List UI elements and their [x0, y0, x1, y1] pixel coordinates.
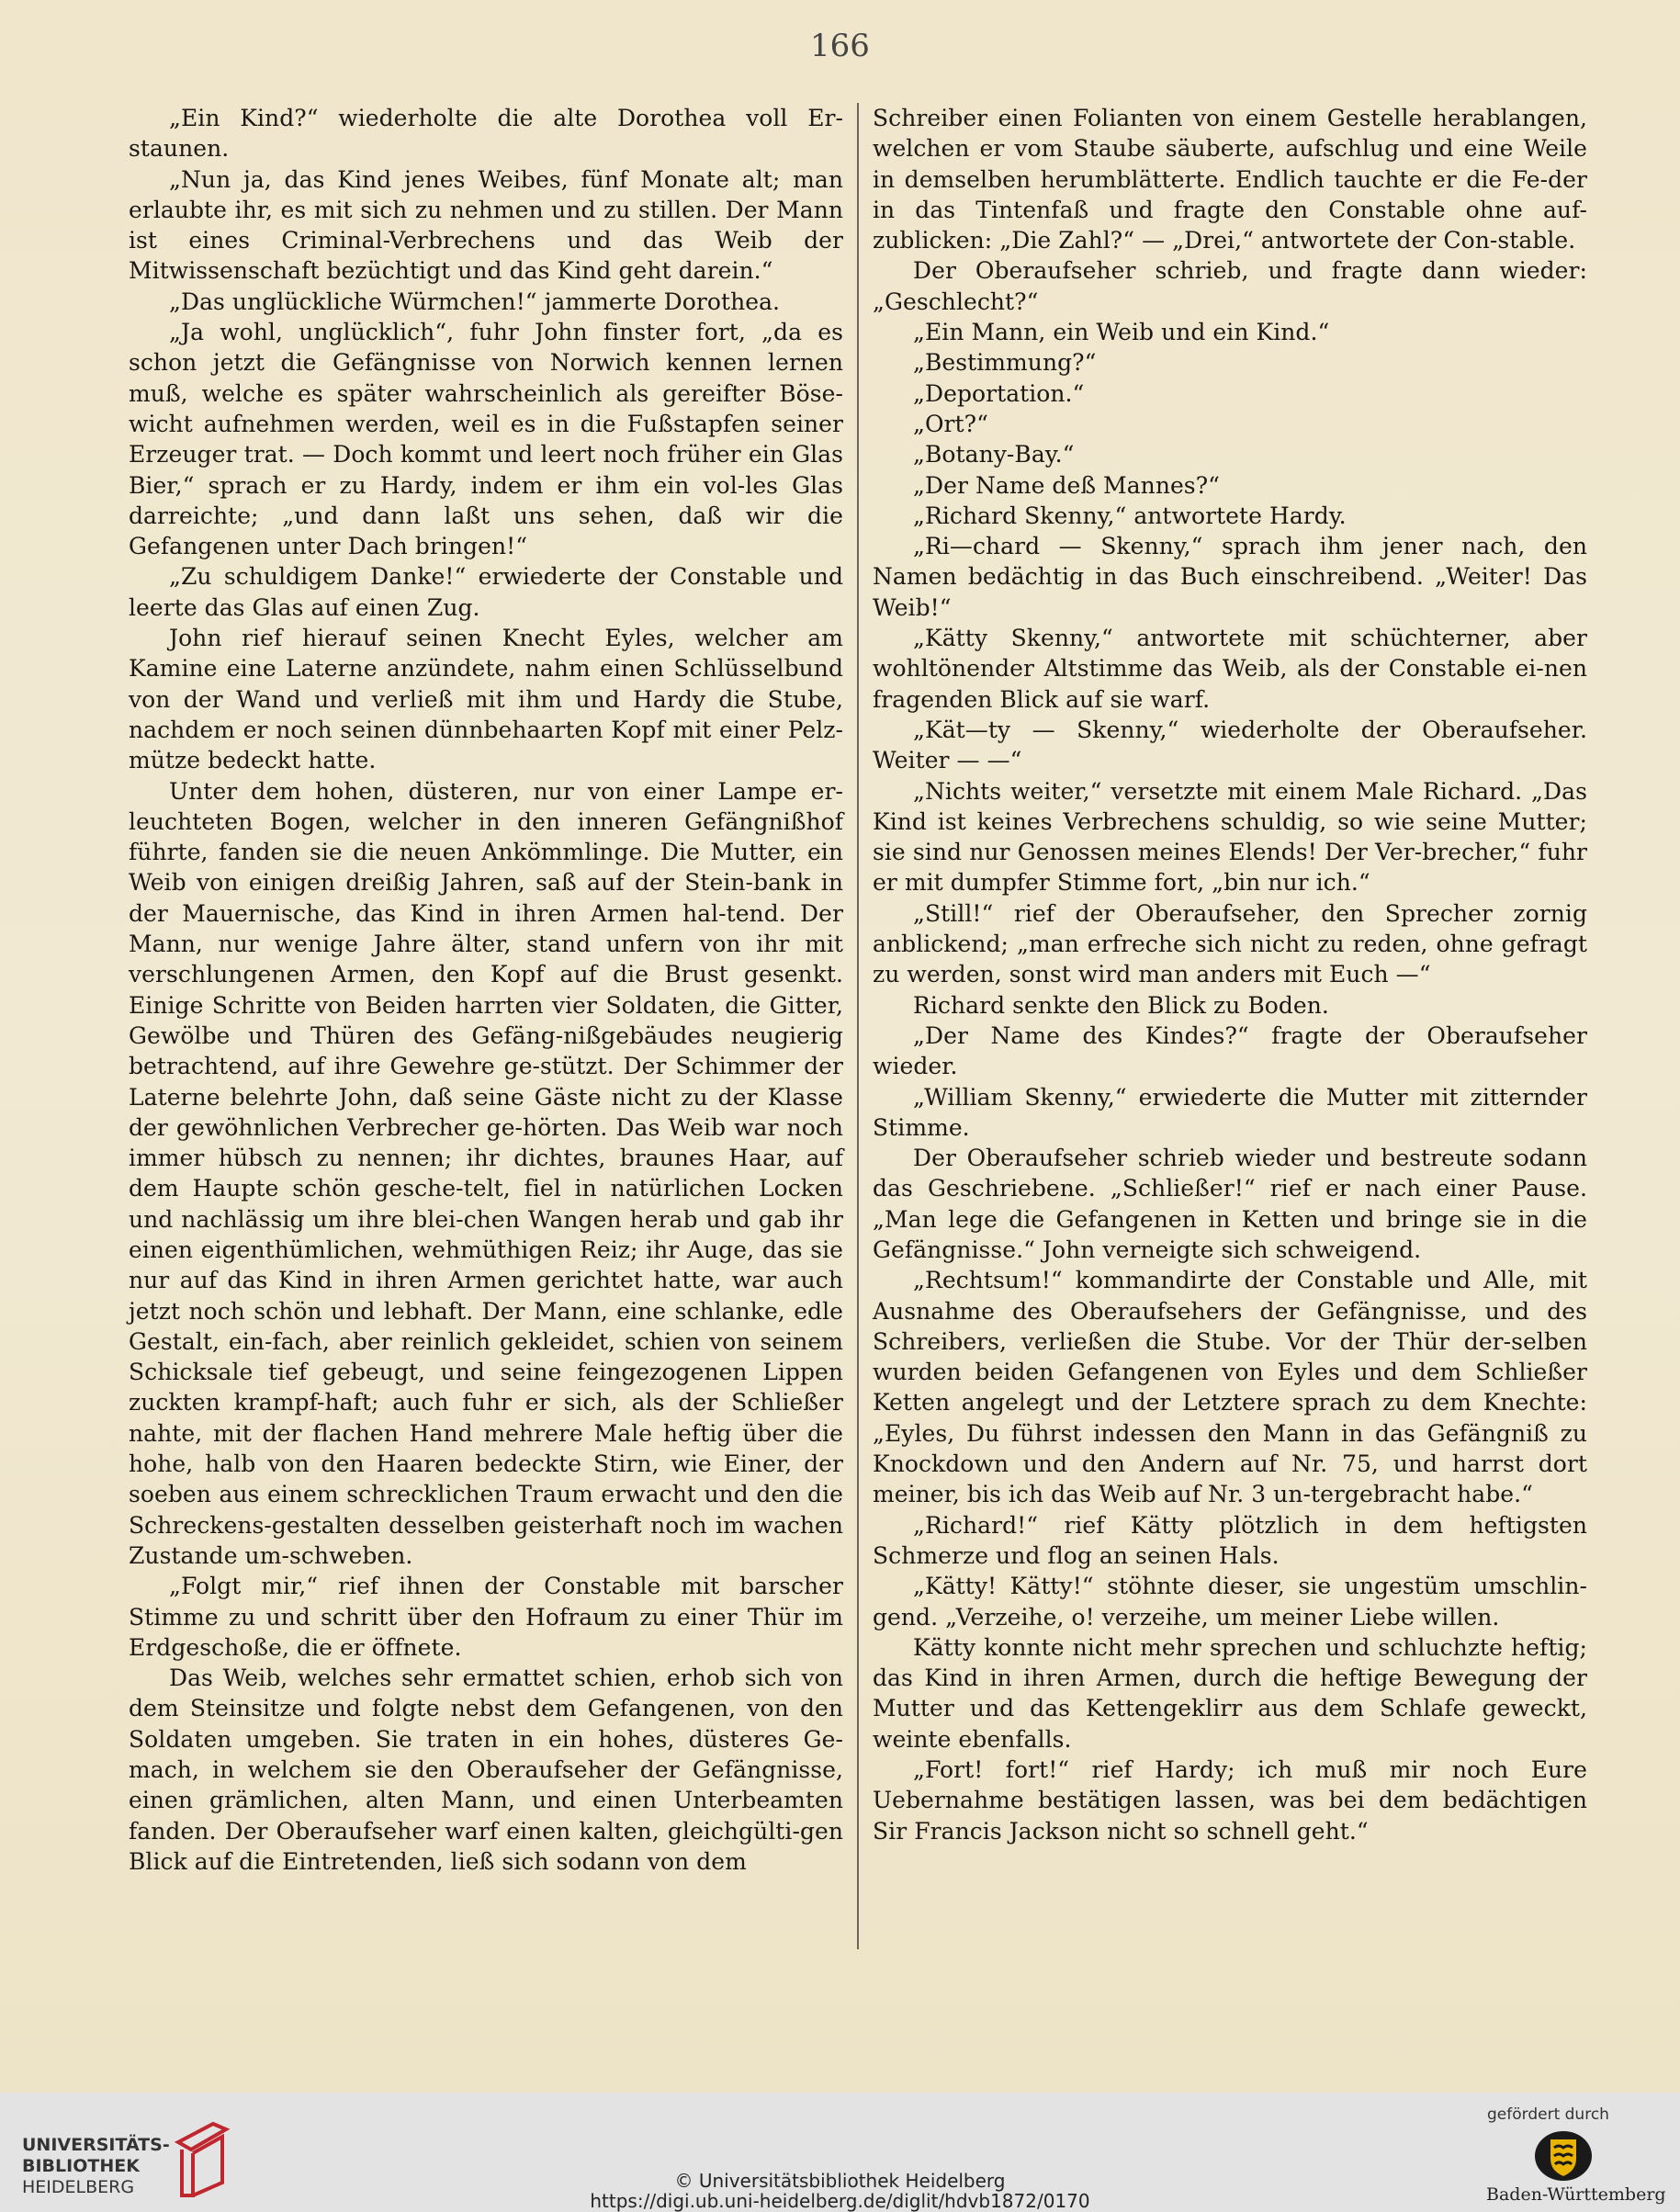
right-column — [873, 103, 1587, 1846]
paragraph: Der Oberaufseher schrieb wieder und bestreute sodann das Geschriebene. „Schließer!“ rief er nach einer Pause. „Man lege die Gefangenen in Ketten und bringe sie in die Gefängnisse.“ John verneigte sich schweigend. — [873, 1145, 1587, 1263]
paragraph: John rief hierauf seinen Knecht Eyles, welcher am Kamine eine Laterne anzündete, nahm einen Schlüsselbund von der Wand und verließ mit ihm und Hardy die Stube, nachdem er noch seinen dünnbehaarten Kopf mit einer Pelz-mütze bedeckt hatte. — [129, 625, 843, 774]
paragraph: Unter dem hohen, düsteren, nur von einer Lampe er-leuchteten Bogen, welcher in den inneren Gefängnißhof führte, fanden sie die neuen Ankömmlinge. Die Mutter, ein Weib von einigen dreißig Jahren, saß auf der Stein-bank in der Mauernische, das Kind in ihren Armen hal-tend. Der Mann, nur wenige Jahre älter, stand unfern von ihr mit verschlungenen Armen, den Kopf auf die Brust gesenkt. Einige Schritte von Beiden harrten vier Soldaten, die Gitter, Gewölbe und Thüren des Gefäng-nißgebäudes neugierig betrachtend, auf ihre Gewehre ge-stützt. Der Schimmer der Laterne belehrte John, daß seine Gäste nicht zu der Klasse der gewöhnlichen Verbrecher ge-hörten. Das Weib war noch immer hübsch zu nennen; ihr dichtes, braunes Haar, auf dem Haupte schön gesche-telt, fiel in natürlichen Locken und nachlässig um ihre blei-chen Wangen herab und gab ihr einen eigenthümlichen, wehmüthigen Reiz; ihr Auge, das sie nur auf das Kind in ihren Armen gerichtet hatte, war auch jetzt noch schön und lebhaft. Der Mann, eine schlanke, edle Gestalt, ein-fach, aber reinlich gekleidet, schien von seinem Schicksale tief gebeugt, und seine feingezogenen Lippen zuckten krampf-haft; auch fuhr er sich, als der Schließer nahte, mit der flachen Hand mehrere Male heftig über die hohe, halb von den Haaren bedeckte Stirn, wie Einer, der soeben aus einem schrecklichen Traum erwacht und den die Schreckens-gestalten desselben geisterhaft noch im wachen Zustande um-schweben. — [129, 777, 843, 1569]
paragraph: „Fort! fort!“ rief Hardy; ich muß mir noch Eure Uebernahme bestätigen lassen, was bei dem bedächtigen Sir Francis Jackson nicht so schnell geht.“ — [873, 1756, 1587, 1845]
paragraph: „Deportation.“ — [913, 379, 1085, 407]
paragraph: „Still!“ rief der Oberaufseher, den Sprecher zornig anblickend; „man erfreche sich nicht zu reden, ohne gefragt zu werden, sonst wird man anders mit Euch —“ — [873, 899, 1587, 988]
paragraph: „Richard Skenny,“ antwortete Hardy. — [913, 502, 1347, 529]
page-number: 166 — [810, 28, 870, 64]
paragraph: „Kätty Skenny,“ antwortete mit schüchterner, aber wohltönender Altstimme das Weib, als der Constable ei-nen fragenden Blick auf sie warf. — [873, 625, 1587, 713]
paragraph: „Der Name des Kindes?“ fragte der Oberaufseher wieder. — [873, 1021, 1587, 1080]
paragraph: „Richard!“ rief Kätty plötzlich in dem heftigsten Schmerze und flog an seinen Hals. — [873, 1511, 1587, 1569]
paragraph: „Nichts weiter,“ versetzte mit einem Male Richard. „Das Kind ist keines Verbrechens schuldig, so wie seine Mutter; sie sind nur Genossen meines Elends! Der Ver-brecher,“ fuhr er mit dumpfer Stimme fort, „bin nur ich.“ — [873, 777, 1587, 897]
paragraph: „Folgt mir,“ rief ihnen der Constable mit barscher Stimme zu und schritt über den Hofraum zu einer Thür im Erdgeschoße, die er öffnete. — [129, 1573, 843, 1661]
paragraph: „Ein Mann, ein Weib und ein Kind.“ — [913, 319, 1330, 346]
paragraph: Richard senkte den Blick zu Boden. — [913, 991, 1329, 1019]
paragraph: „Kätty! Kätty!“ stöhnte dieser, sie ungestüm umschlin-gend. „Verzeihe, o! verzeihe, um meiner Liebe willen. — [873, 1573, 1587, 1631]
paragraph: „Nun ja, das Kind jenes Weibes, fünf Monate alt; man erlaubte ihr, es mit sich zu nehmen und zu stillen. Der Mann ist eines Criminal-Verbrechens und das Weib der Mitwissenschaft bezüchtigt und das Kind geht darein.“ — [129, 165, 843, 285]
paragraph: „Das unglückliche Würmchen!“ jammerte Dorothea. — [169, 288, 781, 315]
library-name-line: HEIDELBERG — [22, 2177, 135, 2197]
paragraph: Der Oberaufseher schrieb, und fragte dann wieder: „Geschlecht?“ — [873, 257, 1587, 315]
paragraph: „Ja wohl, unglücklich“, fuhr John finster fort, „da es schon jetzt die Gefängnisse von Norwich kennen lernen muß, welche es später wahrscheinlich als gereifter Böse-wicht aufnehmen werden, weil es in die Fußstapfen seiner Erzeuger trat. — Doch kommt und leert noch früher ein Glas Bier,“ sprach er zu Hardy, indem er ihm ein vol-les Glas darreichte; „und dann laßt uns sehen, daß wir die Gefangenen unter Dach bringen!“ — [129, 319, 843, 560]
paragraph: „Bestimmung?“ — [913, 349, 1097, 377]
paragraph: „Botany-Bay.“ — [913, 441, 1075, 468]
paragraph: Das Weib, welches sehr ermattet schien, erhob sich von dem Steinsitze und folgte nebst dem Gefangenen, von den Soldaten umgeben. Sie traten in ein hohes, düsteres Ge-mach, in welchem sie den Oberaufseher der Gefängnisse, einen grämlichen, alten Mann, und einen Unterbeamten fanden. Der Oberaufseher warf einen kalten, gleichgülti-gen Blick auf die Eintretenden, ließ sich sodann von dem — [129, 1665, 843, 1875]
copyright-text: © Universitätsbibliothek Heidelberg — [674, 2170, 1006, 2192]
paragraph: „Ein Kind?“ wiederholte die alte Dorothea voll Er-staunen. — [129, 105, 843, 163]
funding-name: Baden-Württemberg — [1486, 2184, 1666, 2205]
funding-label: gefördert durch — [1487, 2105, 1609, 2124]
paragraph: „Rechtsum!“ kommandirte der Constable und Alle, mit Ausnahme des Oberaufsehers der Gefängnisse, und des Schreibers, verließen die Stube. Vor der Thür der-selben wurden beiden Gefangenen von Eyles und dem Schließer Ketten angelegt und der Letztere sprach zu dem Knechte: „Eyles, Du führst indessen den Mann in das Gefängniß zu Knockdown und den Andern auf Nr. 75, und harrst dort meiner, bis ich das Weib auf Nr. 3 un-tergebracht habe.“ — [873, 1267, 1587, 1508]
paragraph: „Ri—chard — Skenny,“ sprach ihm jener nach, den Namen bedächtig in das Buch einschreibend. „Weiter! Das Weib!“ — [873, 533, 1587, 621]
baden-wuerttemberg-emblem-icon[interactable] — [1533, 2129, 1594, 2183]
permalink[interactable]: https://digi.ub.uni-heidelberg.de/diglit/hdvb1872/0170 — [590, 2190, 1090, 2212]
footer-bar — [0, 2093, 1680, 2212]
left-column — [129, 103, 843, 1877]
paragraph: „William Skenny,“ erwiederte die Mutter mit zitternder Stimme. — [873, 1083, 1587, 1141]
column-divider — [857, 103, 859, 1949]
library-name-line: BIBLIOTHEK — [22, 2156, 140, 2176]
paragraph: „Zu schuldigem Danke!“ erwiederte der Constable und leerte das Glas auf einen Zug. — [129, 563, 843, 621]
paragraph: Kätty konnte nicht mehr sprechen und schluchzte heftig; das Kind in ihren Armen, durch die heftige Bewegung der Mutter und das Kettengeklirr aus dem Schlafe geweckt, weinte ebenfalls. — [873, 1633, 1587, 1753]
paragraph: „Kät—ty — Skenny,“ wiederholte der Oberaufseher. Weiter — —“ — [873, 716, 1587, 774]
paragraph-continuation: Schreiber einen Folianten von einem Gestelle herablangen, welchen er vom Staube säuberte, aufschlug und eine Weile in demselben herumblätterte. Endlich tauchte er die Fe-der in das Tintenfaß und fragte den Constable ohne auf-zublicken: „Die Zahl?“ — „Drei,“ antwortete der Con-stable. — [873, 105, 1587, 254]
paragraph: „Ort?“ — [913, 410, 988, 437]
library-name-line: UNIVERSITÄTS- — [22, 2135, 170, 2155]
paragraph: „Der Name deß Mannes?“ — [913, 471, 1220, 499]
